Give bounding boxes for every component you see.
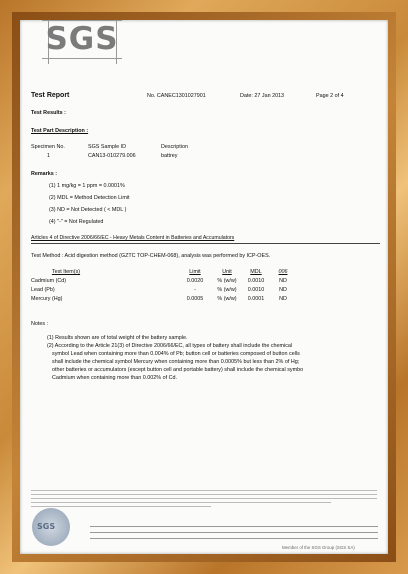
specimen-header-no: Specimen No. [31,144,65,150]
results-row-mdl: 0.0010 [247,278,265,284]
note-line: (1) Results shown are of total weight of the battery sample. [47,335,188,341]
results-row-limit: - [194,287,196,293]
test-part-label: Test Part Description : [31,128,89,134]
footer-fineprint-line [31,494,377,495]
results-header-mdl: MDL [250,269,262,275]
report-page [20,20,388,554]
footer-fineprint-line [31,502,331,503]
results-row-item: Lead (Pb) [31,287,55,293]
footer-address-line [90,526,378,527]
results-row-item: Cadmium (Cd) [31,278,67,284]
note-line: other batteries or accumulators (except button cell and portable battery) shall include the chemical symbo [52,367,304,373]
remark-item: (1) 1 mg/kg = 1 ppm = 0.0001% [49,183,125,189]
footer-fineprint-line [31,490,377,491]
notes-label: Notes : [31,321,49,327]
report-date: Date: 27 Jan 2013 [240,93,285,99]
results-row-unit: % (w/w) [217,278,237,284]
footer-fineprint-line [31,506,211,507]
results-header-unit: Unit [222,269,232,275]
footer-address-line [90,538,378,539]
results-row-limit: 0.0005 [186,296,204,302]
specimen-row-desc: battrey [161,153,178,159]
results-row-unit: % (w/w) [217,287,237,293]
test-method: Test Method : Acid digestion method (GZTC TOP-CHEM-068), analysis was performed by ICP-OES. [31,253,271,259]
remark-item: (2) MDL = Method Detection Limit [49,195,130,201]
section-rule [31,243,380,244]
results-header-item: Test Item(s) [51,269,81,275]
test-results-label: Test Results : [31,110,66,116]
specimen-row-id: CAN13-010279.006 [88,153,136,159]
remark-item: (3) ND = Not Detected ( < MDL ) [49,207,127,213]
sgs-stamp-logo: SGS [37,522,56,531]
results-row-sample: ND [279,278,287,284]
remarks-label: Remarks : [31,171,58,177]
report-title: Test Report [31,92,70,99]
results-row-mdl: 0.0010 [247,287,265,293]
member-text: Member of the SGS Group (SGS SA) [282,545,355,550]
results-header-limit: Limit [189,269,201,275]
page-number: Page 2 of 4 [316,93,344,99]
remark-item: (4) "-" = Not Regulated [49,219,104,225]
results-row-limit: 0.0020 [186,278,204,284]
results-row-sample: ND [279,296,287,302]
specimen-row-no: 1 [47,153,50,159]
report-number: No. CANEC1301027901 [147,93,206,99]
section-title: Articles 4 of Directive 2006/66/EC - Heavy Metals Content in Batteries and Accumulators [31,235,235,241]
footer-address-line [90,532,378,533]
results-row-sample: ND [279,287,287,293]
specimen-header-id: SGS Sample ID [88,144,127,150]
sgs-logo: SGS [45,21,119,57]
note-line: Cadmium when containing more than 0.002% of Cd. [52,375,177,381]
footer-fineprint-line [31,498,377,499]
results-row-unit: % (w/w) [217,296,237,302]
note-line: symbol Lead when containing more than 0.004% of Pb; button cell or batteries composed of button cells [52,351,300,357]
results-header-sample: 006 [278,269,288,275]
results-row-item: Mercury (Hg) [31,296,63,302]
note-line: shall include the chemical symbol Mercury when containing more than 0.0005% but less than 2% of Hg; [52,359,300,365]
note-line: (2) According to the Article 21(3) of Directive 2006/66/EC, all types of battery shall include the chemical [47,343,293,349]
results-row-mdl: 0.0001 [247,296,265,302]
specimen-header-desc: Description [161,144,188,150]
